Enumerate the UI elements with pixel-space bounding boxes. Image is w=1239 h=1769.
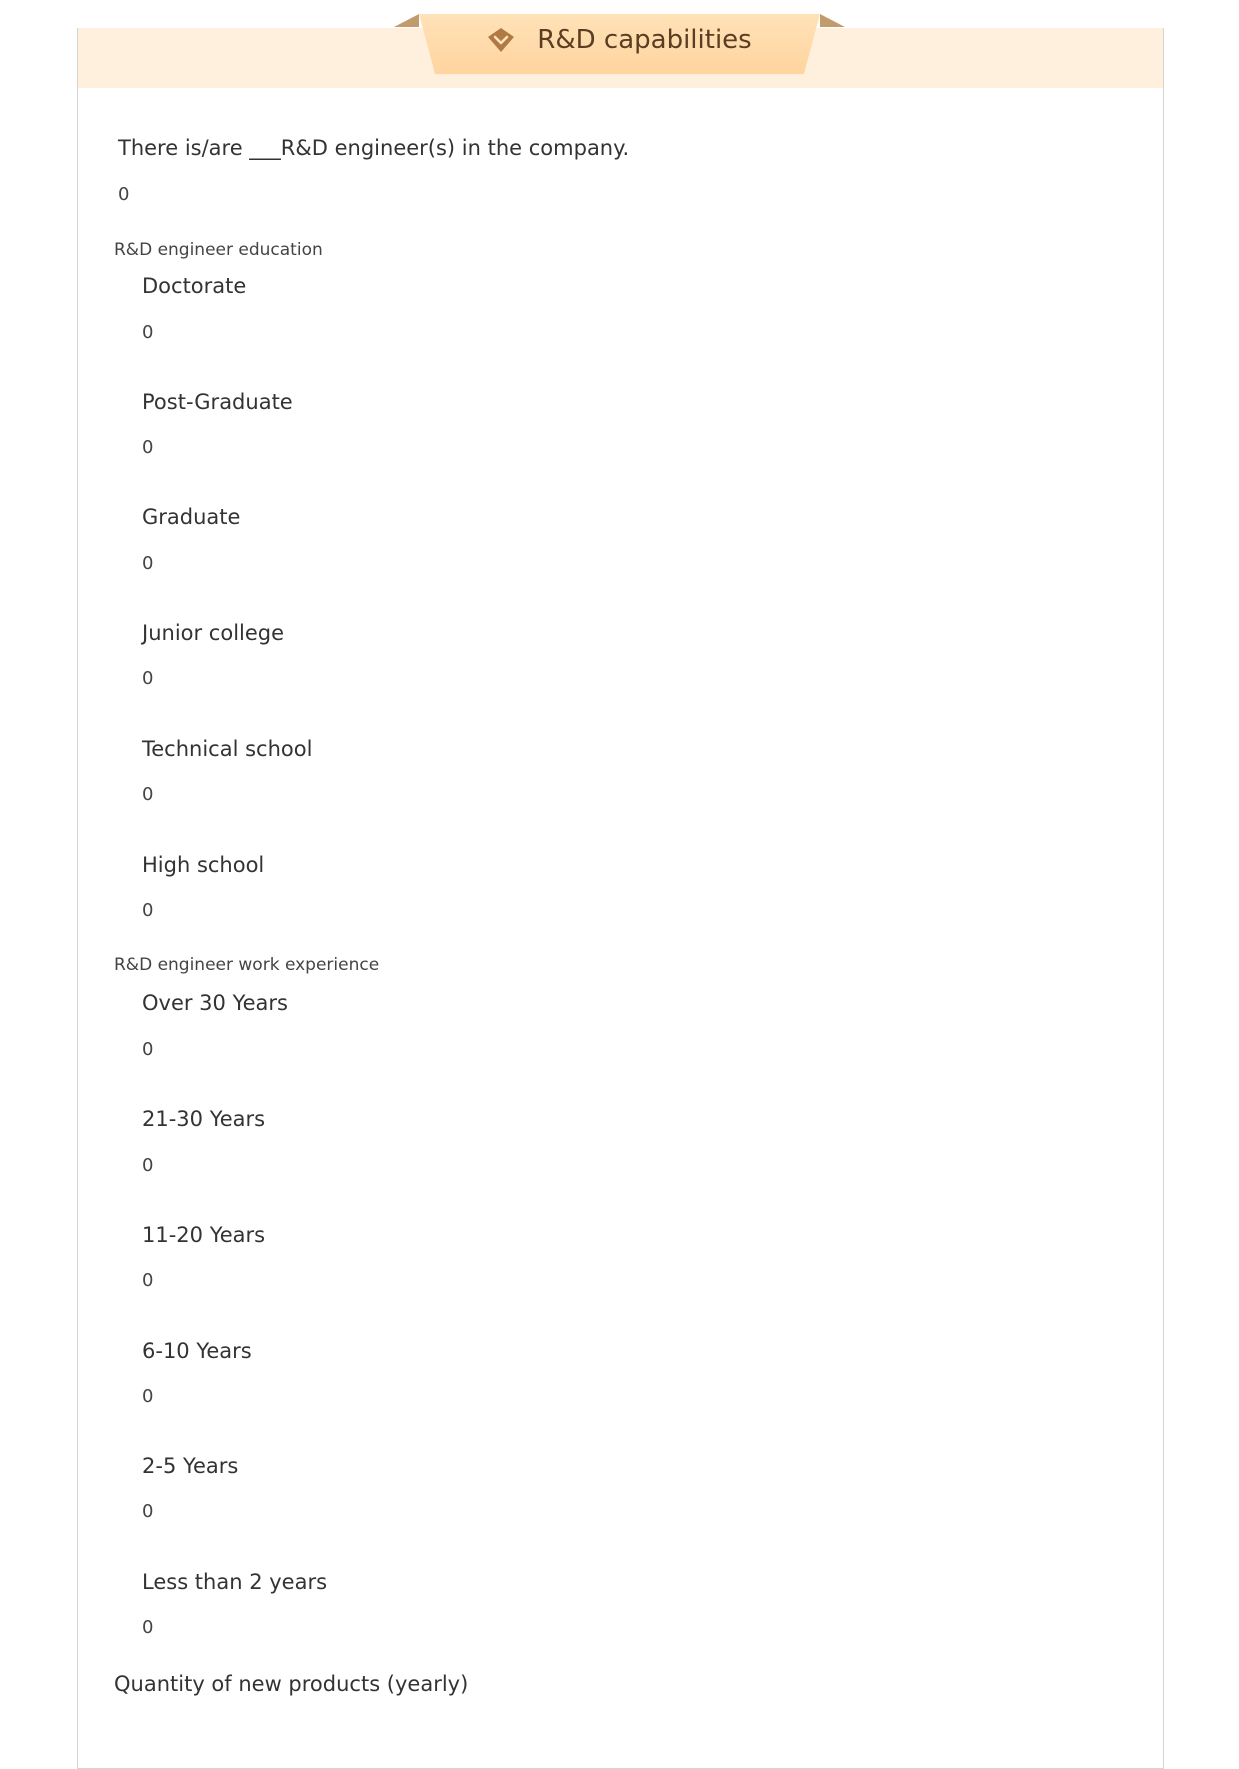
- engineers-count-value: 0: [118, 184, 130, 205]
- experience-over-30-value: 0: [142, 1039, 154, 1060]
- education-technical-school-value: 0: [142, 784, 154, 805]
- education-junior-college-label: Junior college: [142, 621, 285, 645]
- education-high-school-value: 0: [142, 900, 154, 921]
- experience-2-5-label: 2-5 Years: [142, 1454, 239, 1478]
- experience-2-5-value: 0: [142, 1501, 154, 1522]
- section-title: [419, 14, 820, 66]
- experience-6-10-value: 0: [142, 1386, 154, 1407]
- ribbon-fold-right: [820, 14, 845, 27]
- experience-21-30-label: 21-30 Years: [142, 1107, 266, 1131]
- experience-less-than-2-label: Less than 2 years: [142, 1570, 328, 1594]
- education-junior-college-value: 0: [142, 668, 154, 689]
- section-title-text: R&D capabilities: [537, 25, 752, 55]
- education-high-school-label: High school: [142, 853, 265, 877]
- experience-6-10-label: 6-10 Years: [142, 1339, 252, 1363]
- experience-11-20-value: 0: [142, 1270, 154, 1291]
- education-graduate-label: Graduate: [142, 505, 241, 529]
- experience-group-label: R&D engineer work experience: [114, 955, 380, 975]
- experience-over-30-label: Over 30 Years: [142, 991, 288, 1015]
- experience-11-20-label: 11-20 Years: [142, 1223, 266, 1247]
- experience-less-than-2-value: 0: [142, 1617, 154, 1638]
- gem-icon: [487, 27, 515, 53]
- new-products-label: Quantity of new products (yearly): [114, 1672, 469, 1696]
- education-doctorate-value: 0: [142, 322, 154, 343]
- engineers-count-label: There is/are ___R&D engineer(s) in the company.: [118, 136, 630, 160]
- education-post-graduate-label: Post-Graduate: [142, 390, 293, 414]
- education-doctorate-label: Doctorate: [142, 274, 247, 298]
- education-technical-school-label: Technical school: [142, 737, 313, 761]
- education-group-label: R&D engineer education: [114, 240, 323, 260]
- education-graduate-value: 0: [142, 553, 154, 574]
- ribbon-fold-left: [394, 14, 419, 27]
- experience-21-30-value: 0: [142, 1155, 154, 1176]
- education-post-graduate-value: 0: [142, 437, 154, 458]
